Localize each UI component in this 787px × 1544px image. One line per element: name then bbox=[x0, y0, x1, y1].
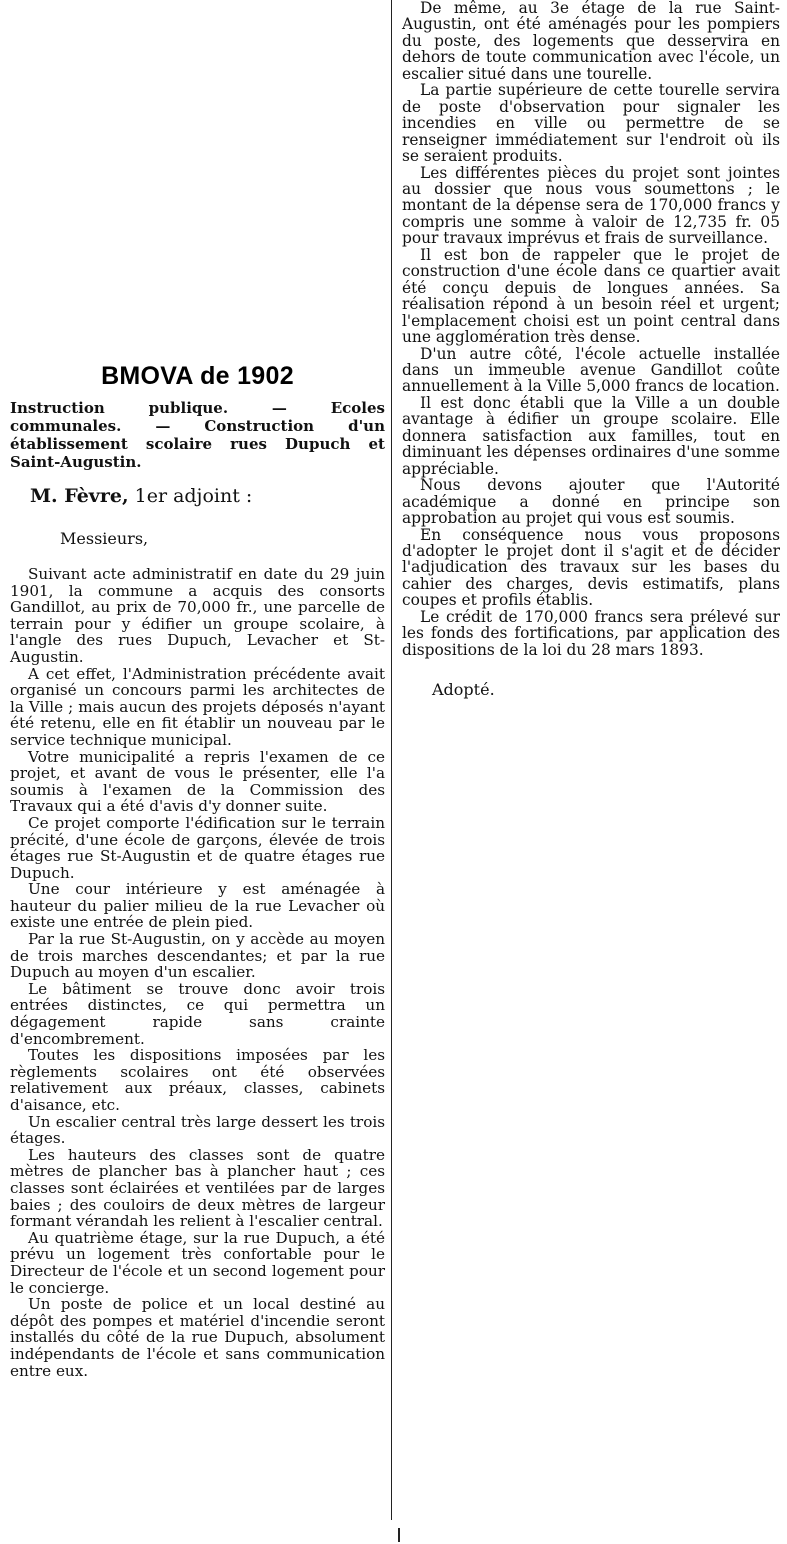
document-stamp: BMOVA de 1902 bbox=[101, 362, 294, 390]
paragraph: Un escalier central très large dessert les trois étages. bbox=[10, 1112, 385, 1148]
right-column bbox=[402, 0, 780, 699]
left-column bbox=[10, 0, 392, 1520]
paragraph: La partie supérieure de cette tourelle servira de poste d'observation pour signaler les incendies en ville ou permettre de se renseigner immédiatement sur l'endroit où ils se seraient produits. bbox=[402, 81, 780, 166]
paragraph: Le bâtiment se trouve donc avoir trois entrées distinctes, ce qui permettra un dégagement rapide sans crainte d'encombrement. bbox=[10, 979, 385, 1048]
paragraph: Votre municipalité a repris l'examen de ce projet, et avant de vous le présenter, elle l'a soumis à l'examen de la Commission des Travaux qui a été d'avis d'y donner suite. bbox=[10, 747, 385, 816]
paragraph: Un poste de police et un local destiné au dépôt des pompes et matériel d'incendie seront installés du côté de la rue Dupuch, absolument indépendants de l'école et sans communication entre eux. bbox=[10, 1295, 385, 1380]
paragraph: Le crédit de 170,000 francs sera prélevé sur les fonds des fortifications, par application des dispositions de la loi du 28 mars 1893. bbox=[402, 607, 780, 659]
paragraph: De même, au 3e étage de la rue Saint-Augustin, ont été aménagés pour les pompiers du poste, des logements que desservira en dehors de toute communication avec l'école, un escalier situé dans une tourelle. bbox=[402, 0, 780, 83]
column-rule-mark bbox=[398, 1528, 400, 1542]
right-body bbox=[402, 0, 780, 658]
paragraph: Toutes les dispositions imposées par les règlements scolaires ont été observées relativement aux préaux, classes, cabinets d'aisance, etc. bbox=[10, 1046, 385, 1114]
paragraph: Suivant acte administratif en date du 29 juin 1901, la commune a acquis des consorts Gandillot, au prix de 70,000 fr., une parcelle de terrain pour y édifier un groupe scolaire, à l'angle des rues Dupuch, Levacher et St-Augustin. bbox=[10, 565, 385, 666]
paragraph: Une cour intérieure y est aménagée à hauteur du palier milieu de la rue Levacher où existe une entrée de plein pied. bbox=[10, 880, 385, 932]
speaker-line bbox=[30, 485, 385, 507]
paragraph: Il est donc établi que la Ville a un double avantage à édifier un groupe scolaire. Elle donnera satisfaction aux familles, tout en diminuant les dépenses ordinaires d'une somme appréciable. bbox=[402, 393, 780, 478]
paragraph: Au quatrième étage, sur la rue Dupuch, a été prévu un logement très confortable pour le Directeur de l'école et un second logement pour le concierge. bbox=[10, 1228, 385, 1297]
left-body bbox=[10, 566, 385, 1379]
speaker-role: 1er adjoint : bbox=[134, 485, 253, 507]
paragraph: Les différentes pièces du projet sont jointes au dossier que nous vous soumettons ; le montant de la dépense sera de 170,000 francs y compris une somme à valoir de 12,735 fr. 05 pour travaux imprévus et frais de surveillance. bbox=[402, 163, 780, 248]
speaker-name: M. Fèvre, bbox=[30, 485, 129, 507]
paragraph: D'un autre côté, l'école actuelle installée dans un immeuble avenue Gandillot coûte annuellement à la Ville 5,000 francs de location. bbox=[402, 344, 780, 396]
paragraph: Par la rue St-Augustin, on y accède au moyen de trois marches descendantes; et par la rue Dupuch au moyen d'un escalier. bbox=[10, 930, 385, 982]
paragraph: En conséquence nous vous proposons d'adopter le projet dont il s'agit et de décider l'adjudication des travaux sur les bases du cahier des charges, devis estimatifs, plans coupes et profils établis. bbox=[402, 525, 780, 610]
paragraph: Il est bon de rappeler que le projet de construction d'une école dans ce quartier avait été conçu depuis de longues années. Sa réalisation répond à un besoin réel et urgent; l'emplacement choisi est un point central dans une agglomération très dense. bbox=[402, 245, 780, 347]
paragraph: Nous devons ajouter que l'Autorité académique a donné en principe son approbation au projet qui vous est soumis. bbox=[402, 476, 780, 528]
closing-adopted: Adopté. bbox=[432, 680, 495, 700]
paragraph: A cet effet, l'Administration précédente avait organisé un concours parmi les architectes de la Ville ; mais aucun des projets déposés n'ayant été retenu, elle en fit établir un nouveau par le service technique municipal. bbox=[10, 664, 385, 749]
paragraph: Ce projet comporte l'édification sur le terrain précité, d'une école de garçons, élevée de trois étages rue St-Augustin et de quatre étages rue Dupuch. bbox=[10, 813, 385, 882]
section-heading: Instruction publique. — Ecoles communales. — Construction d'un établissement scolaire rues Dupuch et Saint-Augustin. bbox=[10, 399, 385, 471]
salutation: Messieurs, bbox=[60, 529, 149, 548]
paragraph: Les hauteurs des classes sont de quatre mètres de plancher bas à plancher haut ; ces classes sont éclairées et ventilées par de larges baies ; des couloirs de deux mètres de largeur formant vérandah les relient à l'escalier central. bbox=[10, 1145, 385, 1231]
